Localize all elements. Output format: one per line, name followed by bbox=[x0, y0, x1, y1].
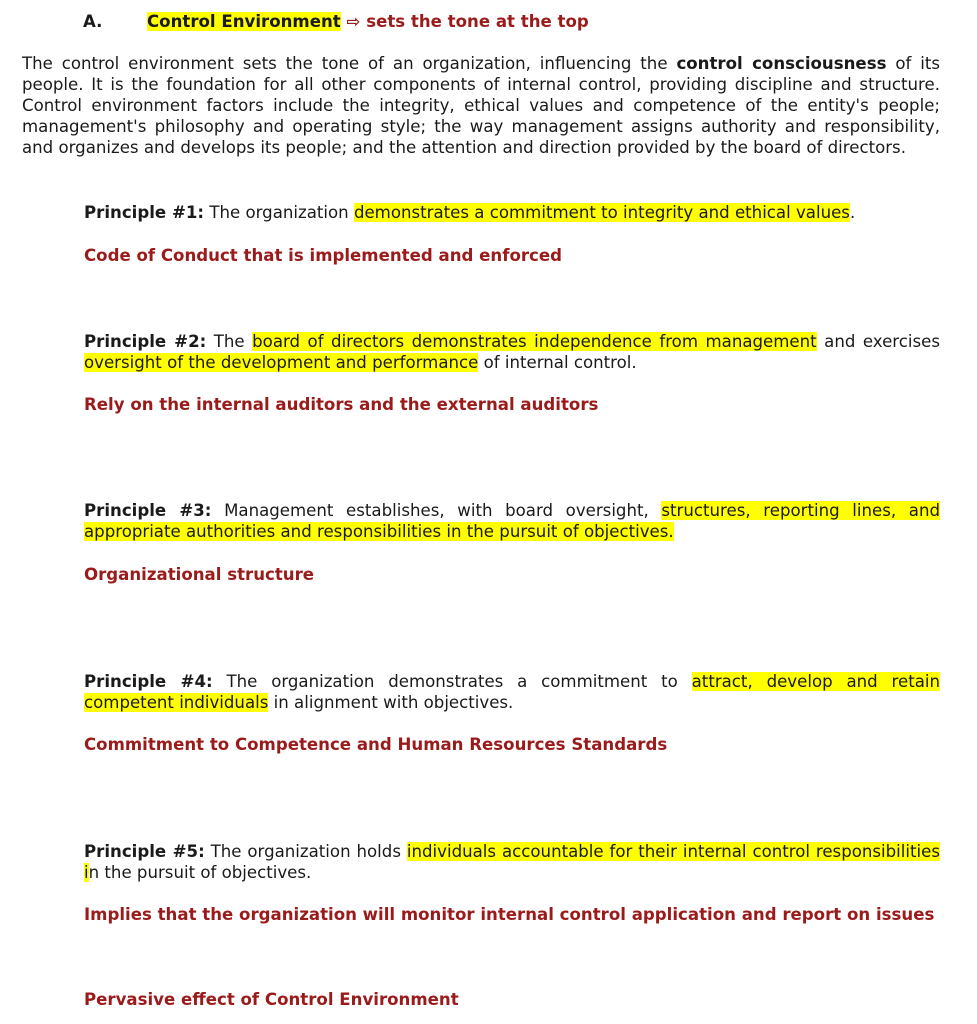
intro-bold: control consciousness bbox=[676, 54, 887, 73]
principle-5-note: Implies that the organization will monitor internal control application and report on issues bbox=[84, 905, 935, 924]
principle-4-note: Commitment to Competence and Human Resources Standards bbox=[84, 735, 668, 754]
principle-2-text-1: The bbox=[206, 332, 253, 351]
principle-1 bbox=[84, 202, 940, 223]
principle-2-note: Rely on the internal auditors and the external auditors bbox=[84, 395, 599, 414]
principle-2-label: Principle #2: bbox=[84, 332, 207, 351]
principle-2-highlight-1: board of directors demonstrates independence from management bbox=[252, 332, 817, 351]
principle-4-text-1: The organization demonstrates a commitment to bbox=[212, 672, 692, 691]
principle-1-label: Principle #1: bbox=[84, 203, 205, 222]
intro-text-2: of its people. It is the foundation for all other components of internal control, providing discipline and structure. Control environment factors include the integrity, ethical values and competence of the entity's people; management's philosophy and operating style; the way management assigns authority and responsibility, and organizes and develops its people; and the attention and direction provided by the board of directors. bbox=[22, 54, 940, 157]
principle-5 bbox=[84, 841, 940, 883]
closing-note: Pervasive effect of Control Environment bbox=[84, 990, 459, 1009]
principle-4-highlight-1: attract, develop and retain competent individuals bbox=[84, 672, 941, 712]
principle-5-text-2: n the pursuit of objectives. bbox=[88, 863, 312, 882]
principle-3-note: Organizational structure bbox=[84, 565, 315, 584]
principle-3-highlight-1: structures, reporting lines, and appropriate authorities and responsibilities in the pursuit of objectives. bbox=[84, 501, 940, 541]
intro-text-1: The control environment sets the tone of an organization, influencing the bbox=[22, 54, 677, 73]
principle-4-label: Principle #4: bbox=[84, 672, 213, 691]
section-subtitle: sets the tone at the top bbox=[366, 12, 589, 31]
section-letter: A. bbox=[83, 12, 103, 31]
arrow-icon: ⇨ bbox=[346, 12, 361, 31]
principle-5-label: Principle #5: bbox=[84, 842, 205, 861]
principle-2-text-3: of internal control. bbox=[478, 353, 637, 372]
principle-2-text-2: and exercises bbox=[816, 332, 940, 351]
principle-5-text-1: The organization holds bbox=[204, 842, 407, 861]
section-heading bbox=[147, 11, 589, 32]
principle-1-highlight-1: demonstrates a commitment to integrity and ethical values bbox=[353, 203, 850, 222]
principle-3-label: Principle #3: bbox=[84, 501, 212, 520]
principle-4-text-2: in alignment with objectives. bbox=[268, 693, 514, 712]
principle-5-highlight-1: individuals accountable for their internal control responsibilities i bbox=[84, 842, 940, 882]
principle-1-text-1: The organization bbox=[204, 203, 354, 222]
principle-4 bbox=[84, 671, 940, 713]
principle-3 bbox=[84, 500, 940, 542]
section-title: Control Environment bbox=[147, 12, 341, 31]
principle-1-note: Code of Conduct that is implemented and enforced bbox=[84, 246, 563, 265]
principle-2-highlight-2: oversight of the development and performance bbox=[84, 353, 479, 372]
principle-2 bbox=[84, 331, 940, 373]
intro-paragraph bbox=[22, 53, 940, 158]
principle-3-text-1: Management establishes, with board oversight, bbox=[211, 501, 662, 520]
principle-1-text-2: . bbox=[849, 203, 856, 222]
